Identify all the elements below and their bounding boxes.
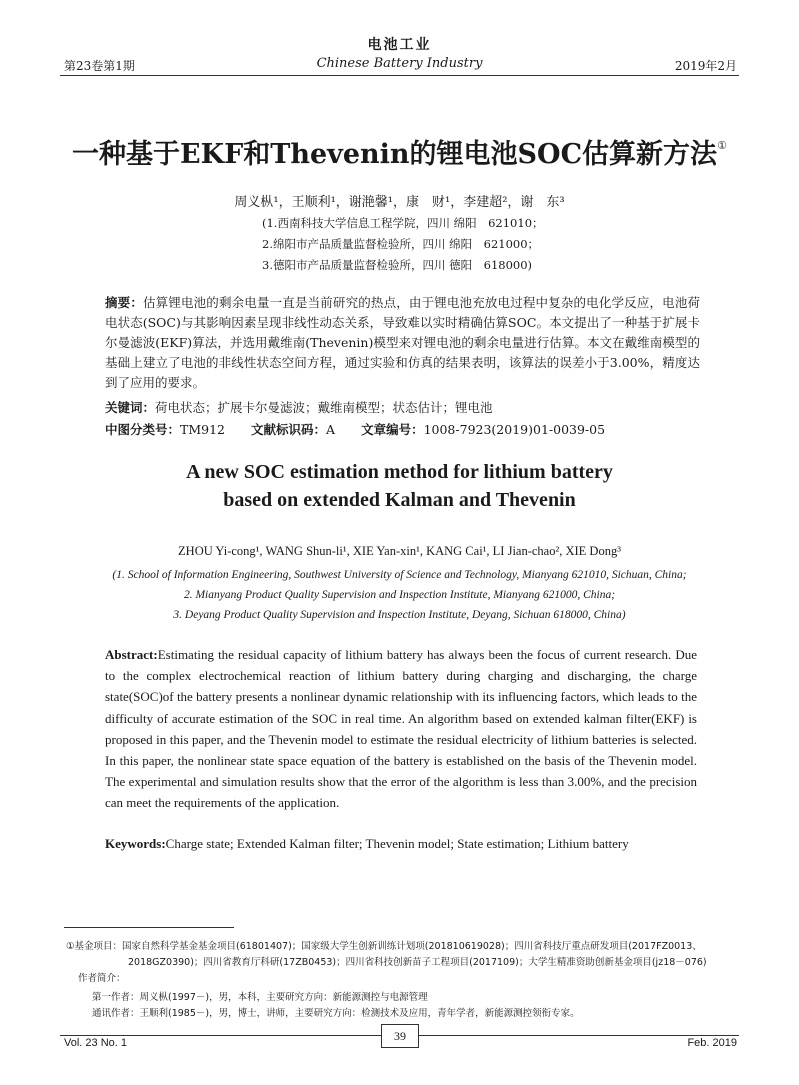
abstract-en-label: Abstract: (105, 647, 158, 662)
footnote-funding-line-2: 2018GZ0390)；四川省教育厅科研(17ZB0453)；四川省科技创新苗子工程项目(2017109)；大学生精准资助创新基金项目(jz18－076) (128, 957, 707, 968)
footnote-marker: ① (717, 139, 727, 152)
header-date: 2019年2月 (674, 59, 737, 73)
affiliation-cn-3: 3.德阳市产品质量监督检验所，四川 德阳 618000) (262, 258, 533, 272)
doc-code-label: 文献标识码： (251, 422, 327, 437)
footnote-funding-line-1: ①基金项目：国家自然科学基金基金项目(61801407)；国家级大学生创新训练计划项(201810619028)；四川省科技厅重点研发项目(2017FZ0013、 (66, 941, 702, 952)
footer-date: Feb. 2019 (687, 1037, 737, 1049)
footer-volume: Vol. 23 No. 1 (64, 1037, 127, 1049)
class-number-value: TM912 (180, 422, 226, 437)
paper-title-cn (0, 132, 799, 171)
abstract-cn (105, 293, 700, 393)
footnote-first-author: 第一作者：周义枞(1997－)，男，本科，主要研究方向：新能源测控与电源管理 (92, 992, 428, 1003)
affiliation-en-3: 3. Deyang Product Quality Supervision and Inspection Institute, Deyang, Sichuan 618000, China) (173, 609, 626, 621)
keywords-en-text: Charge state; Extended Kalman filter; Thevenin model; State estimation; Lithium battery (165, 836, 629, 851)
article-number-value: 1008-7923(2019)01-0039-05 (423, 422, 606, 437)
abstract-en-text: Estimating the residual capacity of lithium battery has always been the focus of current research. Due to the complex electrochemical reaction of lithium battery during charging and discharging, the charge state(SOC)of the battery presents a nonlinear dynamic relationship with its influencing factors, which leads to the difficulty of accurate estimation of the SOC in real time. An algorithm based on extended kalman filter(EKF) is proposed in this paper, and the Thevenin model to estimate the residual electricity of lithium batteries is selected. In this paper, the nonlinear state space equation of the battery is established on the basis of the Thevenin model. The experimental and simulation results show that the error of the algorithm is less than 3.00%, and the precision can meet the requirements of the application. (105, 647, 697, 811)
paper-title-cn-text: 一种基于EKF和Thevenin的锂电池SOC估算新方法 (72, 139, 718, 170)
classification-line (105, 420, 700, 440)
journal-title-cn: 电池工业 (367, 37, 432, 53)
article-number-label: 文章编号： (361, 422, 424, 437)
author-list-en: ZHOU Yi-cong¹, WANG Shun-li¹, XIE Yan-xin¹, KANG Cai¹, LI Jian-chao², XIE Dong³ (178, 544, 621, 558)
header-divider (60, 75, 739, 76)
footnote-author-bio-label: 作者简介： (78, 973, 126, 984)
abstract-cn-text: 估算锂电池的剩余电量一直是当前研究的热点，由于锂电池充放电过程中复杂的电化学反应，电池荷电状态(SOC)与其影响因素呈现非线性动态关系，导致难以实时精确估算SOC。本文提出了一种基于扩展卡尔曼滤波(EKF)算法，并选用戴维南(Thevenin)模型来对锂电池的剩余电量进行估算。本文在戴维南模型的基础上建立了电池的非线性状态空间方程，通过实验和仿真的结果表明，该算法的误差小于3.00%，精度达到了应用的要求。 (105, 295, 700, 390)
page-number: 39 (381, 1024, 419, 1048)
affiliation-cn-1: (1.西南科技大学信息工程学院，四川 绵阳 621010； (262, 216, 544, 230)
class-number-label: 中图分类号： (105, 422, 181, 437)
abstract-en (105, 644, 697, 814)
author-list-cn: 周义枞¹，王顺利¹，谢滟馨¹，康 财¹，李建超²，谢 东³ (234, 195, 565, 210)
affiliation-en-1: (1. School of Information Engineering, Southwest University of Science and Technology, Mianyang 621010, Sichuan, China; (112, 569, 687, 581)
abstract-cn-label: 摘要： (105, 295, 143, 310)
paper-title-en-line-1: A new SOC estimation method for lithium battery (186, 461, 613, 483)
keywords-cn-label: 关键词： (105, 400, 156, 415)
footnote-divider (64, 927, 234, 928)
affiliation-cn-2: 2.绵阳市产品质量监督检验所，四川 绵阳 621000； (262, 237, 540, 251)
footnote-corresponding-author: 通讯作者：王顺利(1985－)，男，博士，讲师，主要研究方向：检测技术及应用，青年学者，新能源测控领衔专家。 (92, 1008, 580, 1019)
keywords-cn (105, 398, 700, 418)
header-volume-issue: 第23卷第1期 (64, 59, 135, 73)
keywords-cn-text: 荷电状态；扩展卡尔曼滤波；戴维南模型；状态估计；锂电池 (155, 400, 493, 415)
doc-code-value: A (326, 422, 336, 437)
journal-title-en: Chinese Battery Industry (316, 56, 483, 71)
affiliation-en-2: 2. Mianyang Product Quality Supervision and Inspection Institute, Mianyang 621000, China; (183, 589, 616, 601)
paper-title-en-line-2: based on extended Kalman and Thevenin (223, 489, 576, 511)
keywords-en-label: Keywords: (105, 836, 166, 851)
keywords-en (105, 836, 705, 852)
